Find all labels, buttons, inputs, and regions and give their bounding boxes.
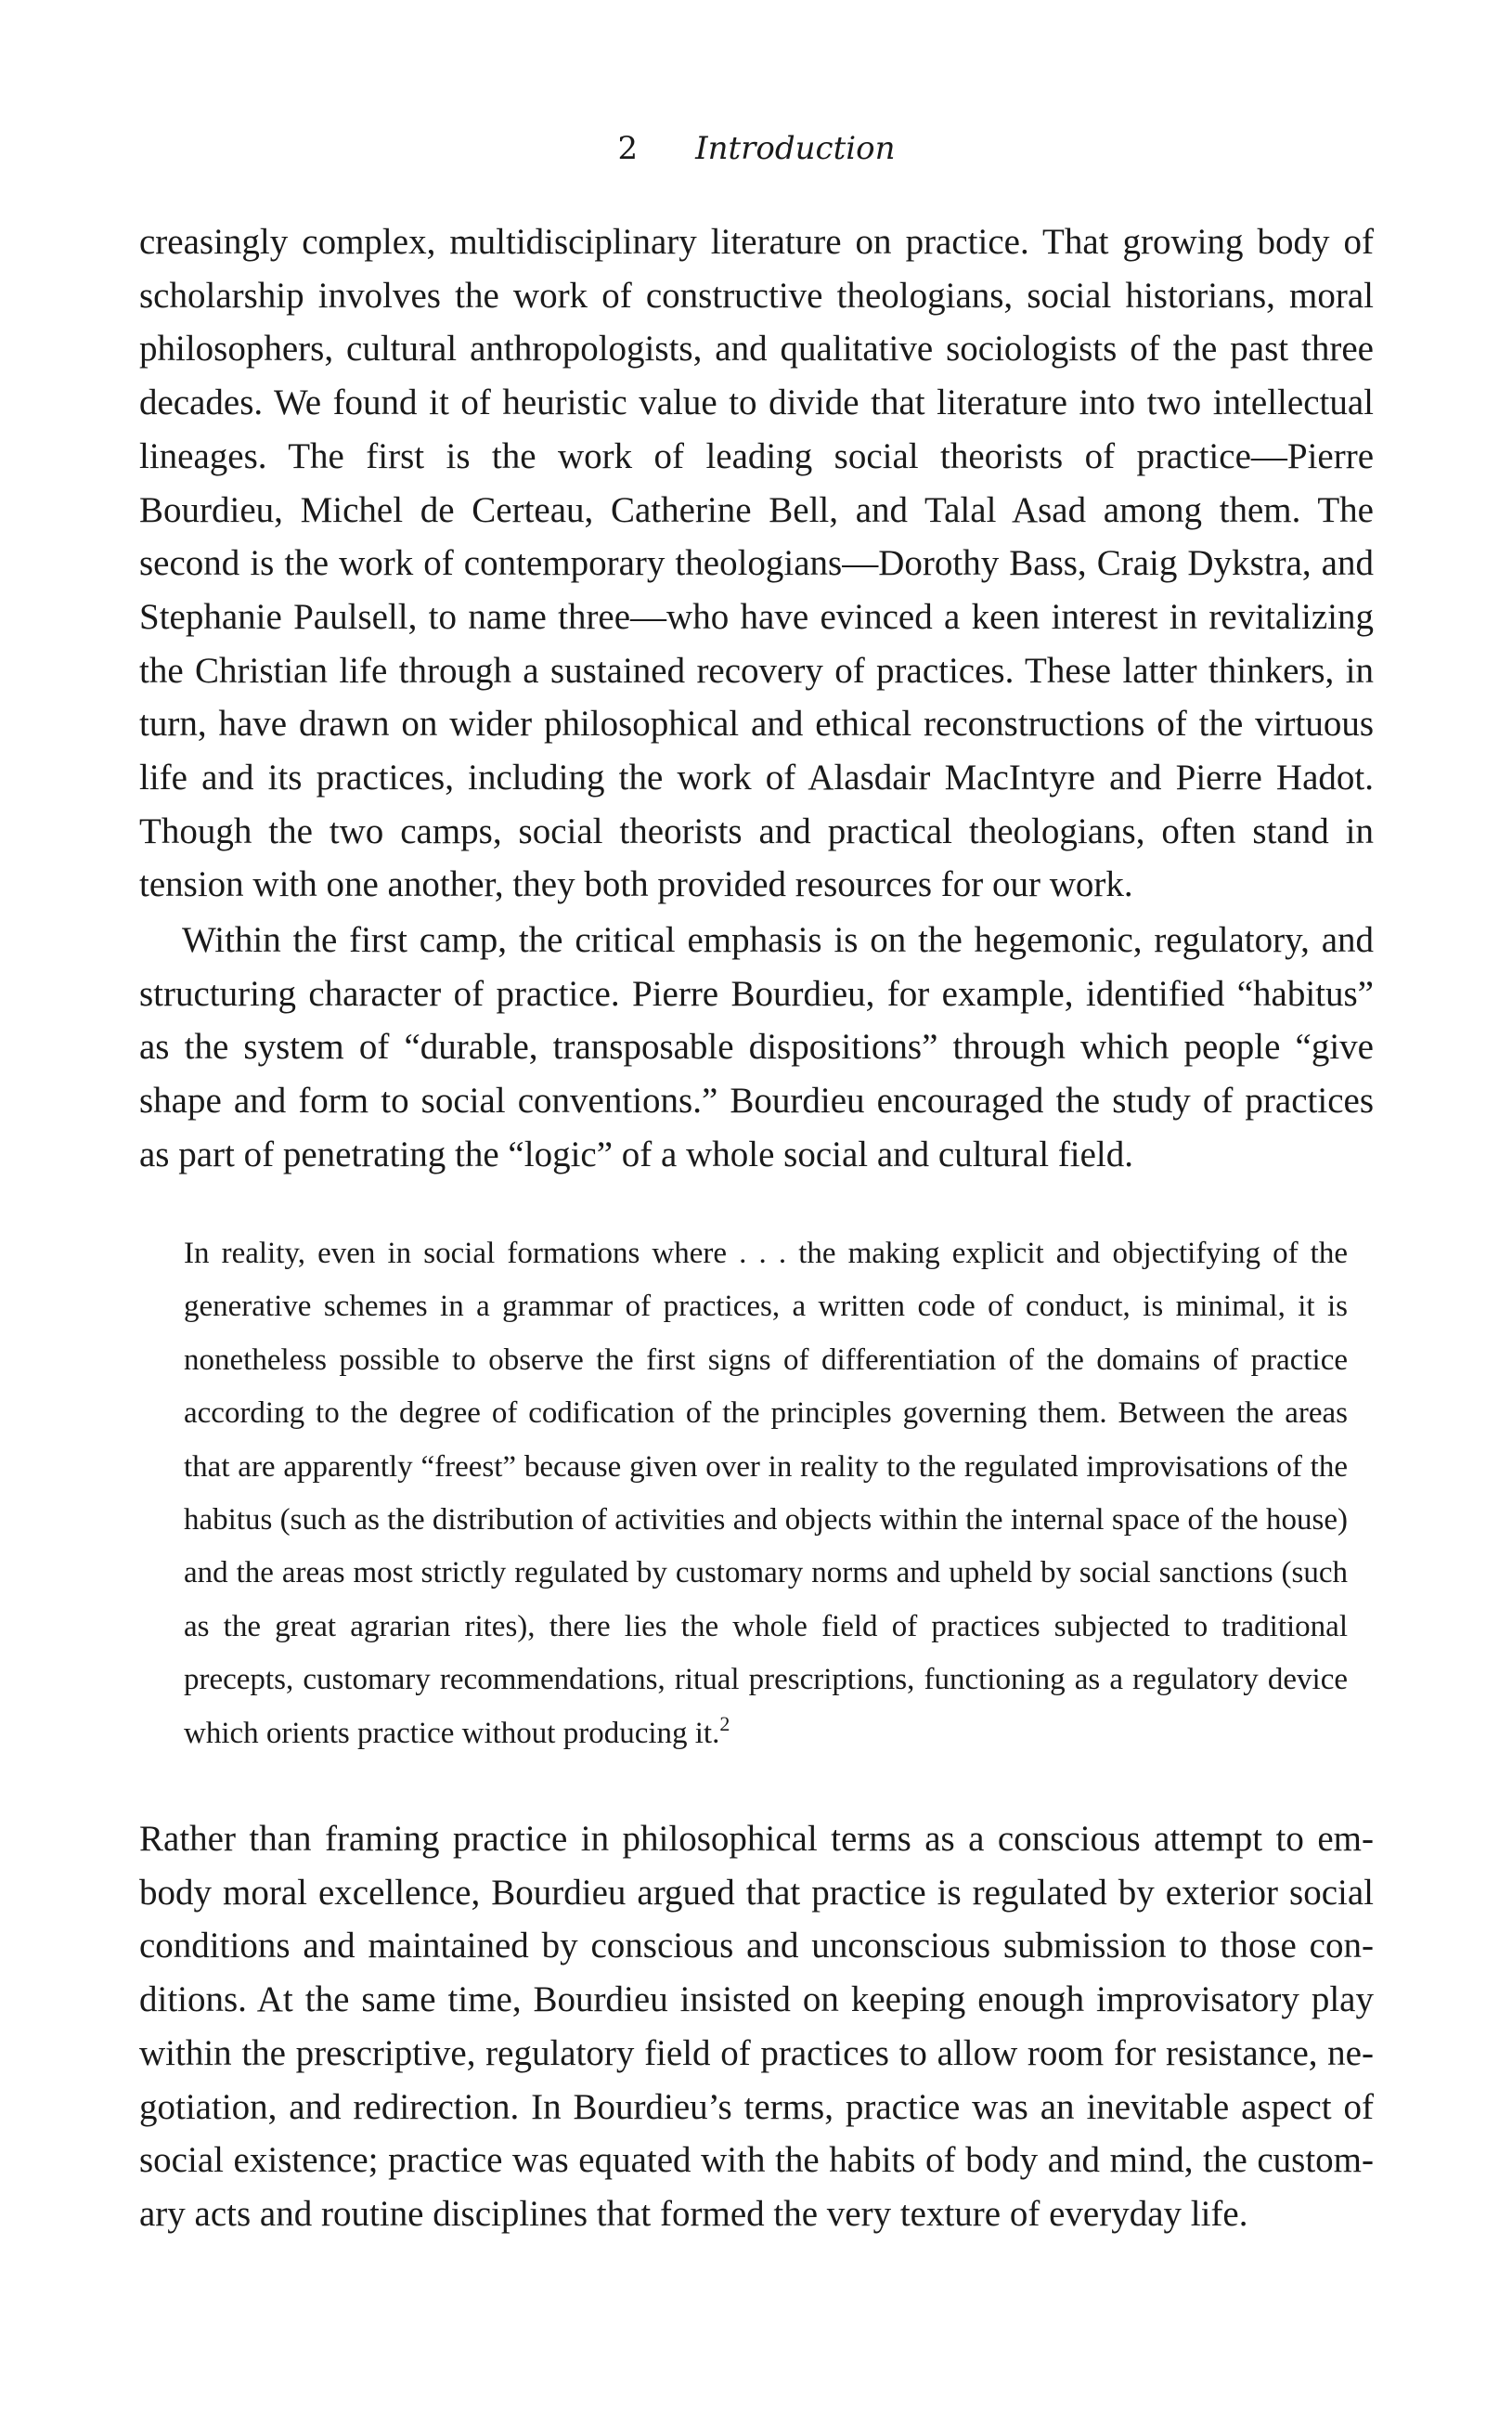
block-quote-body: In reality, even in social formations where . . . the making explicit and objectifying of the generative schemes in a grammar of practices, a written code of conduct, is minimal, it is nonetheless possible to observe the first signs of differentiation of the domains of practice according to the degree of codification of the principles governing them. Between the areas that are apparently “freest” because given over in reality to the regulated improvisations of the habitus (such as the distribution of activities and objects within the internal space of the house) and the areas most strictly regulated by customary norms and upheld by social sanctions (such as the great agrarian rites), there lies the whole field of practices subjected to traditional precepts, customary recommendations, ritual prescriptions, functioning as a regulatory device which orients practice without producing it. — [184, 1237, 1348, 1750]
page-number: 2 — [617, 130, 639, 167]
paragraph-3 — [139, 1812, 1374, 2241]
paragraph-2 — [139, 914, 1374, 1182]
block-quote-text — [184, 1227, 1348, 1760]
paragraph-2-text: Within the first camp, the critical emphasis is on the hegemonic, regulatory, and structuring character of practice. Pierre Bourdieu, for example, identified “habitus” as the system of “durable, transposable dispositions” through which people “give shape and form to social conventions.” Bourdieu encouraged the study of practices as part of penetrating the “logic” of a whole social and cultural field. — [139, 920, 1374, 1174]
paragraph-1-text: creasingly complex, multidisciplinary literature on practice. That growing body of scholarship involves the work of constructive theologians, social historians, moral philosophers, cultural anthropologists, and qualitative sociologists of the past three decades. We found it of heuristic value to divide that literature into two intellectual lineages. The first is the work of leading social theorists of practice—Pierre Bourdieu, Michel de Certeau, Catherine Bell, and Talal Asad among them. The second is the work of contemporary theologians—Dorothy Bass, Craig Dykstra, and Stephanie Paulsell, to name three—who have evinced a keen interest in revitalizing the Christian life through a sustained recovery of practices. These latter thinkers, in turn, have drawn on wider philosophical and ethical reconstructions of the virtuous life and its practices, including the work of Alasdair MacIntyre and Pierre Hadot. Though the two camps, social theorists and practical theologians, often stand in tension with one another, they both provided resources for our work. — [139, 222, 1374, 905]
paragraph-1 — [139, 215, 1374, 912]
footnote-reference[interactable]: 2 — [719, 1711, 730, 1735]
running-head — [139, 130, 1374, 167]
block-quote — [184, 1227, 1348, 1760]
running-title: Introduction — [695, 130, 896, 167]
paragraph-3-text: Rather than framing practice in philosophical terms as a conscious attempt to embody moral excellence, Bourdieu argued that practice is regulated by exterior social conditions and maintained by conscious and unconscious submission to those conditions. At the same time, Bourdieu insisted on keeping enough improvisatory play within the prescriptive, regulatory field of practices to allow room for resistance, negotiation, and redirection. In Bourdieu’s terms, practice was an inevitable aspect of social existence; practice was equated with the habits of body and mind, the customary acts and routine disciplines that formed the very texture of everyday life. — [139, 1819, 1374, 2234]
